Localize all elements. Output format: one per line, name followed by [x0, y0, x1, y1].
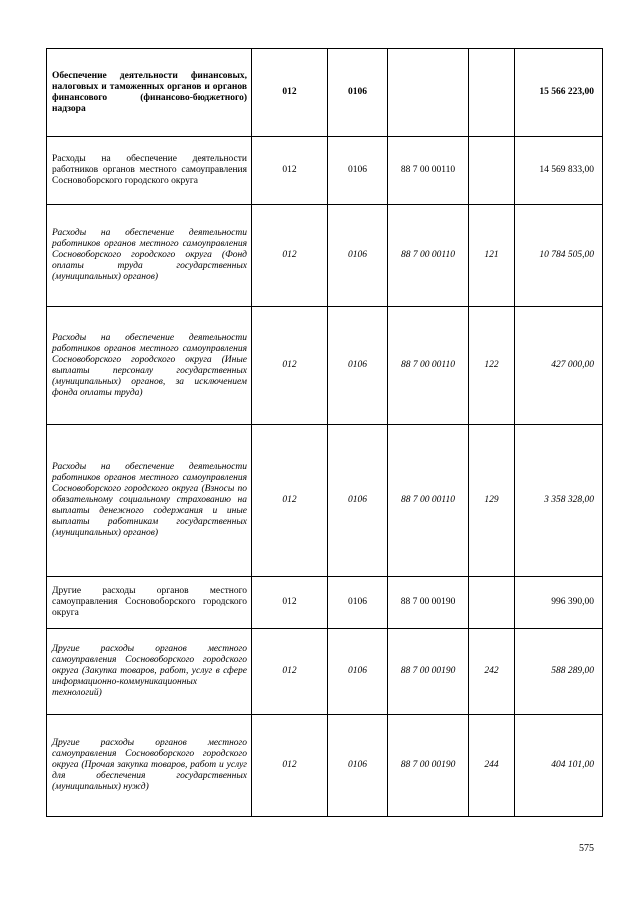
table-row [47, 425, 603, 577]
section-code-cell: 0106 [328, 425, 388, 577]
target-article-cell: 88 7 00 00190 [388, 715, 469, 817]
target-article-cell [388, 49, 469, 137]
amount-cell: 14 569 833,00 [515, 137, 603, 205]
section-code-cell: 0106 [328, 205, 388, 307]
expense-type-cell [469, 577, 515, 629]
amount-cell: 10 784 505,00 [515, 205, 603, 307]
ministry-code-cell: 012 [252, 629, 328, 715]
description-cell: Обеспечение деятельности финансовых, налоговых и таможенных органов и органов финансового (финансово-бюджетного) надзора [47, 49, 252, 137]
section-code-cell: 0106 [328, 715, 388, 817]
amount-cell: 588 289,00 [515, 629, 603, 715]
table-row [47, 577, 603, 629]
table-row [47, 629, 603, 715]
table-row [47, 49, 603, 137]
ministry-code-cell: 012 [252, 307, 328, 425]
ministry-code-cell: 012 [252, 137, 328, 205]
description-cell: Расходы на обеспечение деятельности работников органов местного самоуправления Сосновоборского городского округа (Фонд оплаты труда государственных (муниципальных) органов) [47, 205, 252, 307]
target-article-cell: 88 7 00 00110 [388, 425, 469, 577]
table-row [47, 205, 603, 307]
ministry-code-cell: 012 [252, 205, 328, 307]
table-body [47, 49, 603, 817]
table-row [47, 137, 603, 205]
amount-cell: 996 390,00 [515, 577, 603, 629]
amount-cell: 427 000,00 [515, 307, 603, 425]
table-row [47, 715, 603, 817]
expense-type-cell: 121 [469, 205, 515, 307]
target-article-cell: 88 7 00 00110 [388, 205, 469, 307]
table-row [47, 307, 603, 425]
target-article-cell: 88 7 00 00110 [388, 137, 469, 205]
description-cell: Расходы на обеспечение деятельности работников органов местного самоуправления Сосновоборского городского округа (Иные выплаты персоналу государственных (муниципальных) органов, за исключением фонда оплаты труда) [47, 307, 252, 425]
ministry-code-cell: 012 [252, 425, 328, 577]
section-code-cell: 0106 [328, 307, 388, 425]
ministry-code-cell: 012 [252, 49, 328, 137]
expense-type-cell: 244 [469, 715, 515, 817]
ministry-code-cell: 012 [252, 715, 328, 817]
amount-cell: 15 566 223,00 [515, 49, 603, 137]
expense-type-cell [469, 49, 515, 137]
section-code-cell: 0106 [328, 49, 388, 137]
expense-type-cell: 122 [469, 307, 515, 425]
description-cell: Расходы на обеспечение деятельности работников органов местного самоуправления Сосновоборского городского округа [47, 137, 252, 205]
section-code-cell: 0106 [328, 629, 388, 715]
description-cell: Другие расходы органов местного самоуправления Сосновоборского городского округа [47, 577, 252, 629]
section-code-cell: 0106 [328, 577, 388, 629]
target-article-cell: 88 7 00 00190 [388, 577, 469, 629]
target-article-cell: 88 7 00 00110 [388, 307, 469, 425]
expense-type-cell: 242 [469, 629, 515, 715]
amount-cell: 3 358 328,00 [515, 425, 603, 577]
target-article-cell: 88 7 00 00190 [388, 629, 469, 715]
amount-cell: 404 101,00 [515, 715, 603, 817]
description-cell: Другие расходы органов местного самоуправления Сосновоборского городского округа (Закупка товаров, работ, услуг в сфере информационно-коммуникационных технологий) [47, 629, 252, 715]
expense-type-cell: 129 [469, 425, 515, 577]
budget-table [46, 48, 603, 817]
section-code-cell: 0106 [328, 137, 388, 205]
expense-type-cell [469, 137, 515, 205]
page-number: 575 [579, 843, 594, 854]
ministry-code-cell: 012 [252, 577, 328, 629]
description-cell: Расходы на обеспечение деятельности работников органов местного самоуправления Сосновоборского городского округа (Взносы по обязательному социальному страхованию на выплаты денежного содержания и иные выплаты работникам государственных (муниципальных) органов) [47, 425, 252, 577]
description-cell: Другие расходы органов местного самоуправления Сосновоборского городского округа (Прочая закупка товаров, работ и услуг для обеспечения государственных (муниципальных) нужд) [47, 715, 252, 817]
